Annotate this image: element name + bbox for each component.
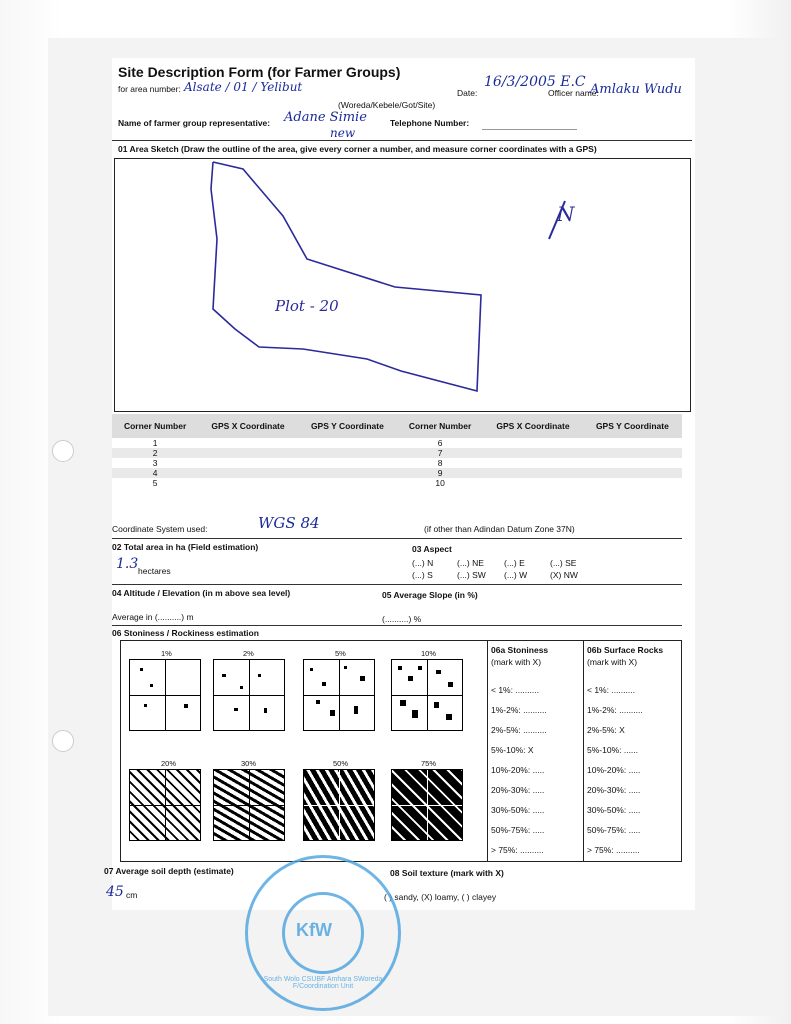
stoniness-sample-30: [213, 769, 285, 841]
stone-category-label: 5%: [335, 649, 346, 658]
corner-number: 10: [435, 478, 445, 488]
stone-category-label: 2%: [243, 649, 254, 658]
aspect-option[interactable]: (...) SE: [550, 558, 577, 568]
rep-label: Name of farmer group representative:: [118, 118, 271, 128]
table-header: GPS Y Coordinate: [583, 414, 682, 438]
sketch-label: 01 Area Sketch (Draw the outline of the area, give every corner a number, and measure corner coordinates with a GPS): [118, 144, 597, 154]
stoniness-option[interactable]: 20%-30%: .....: [491, 785, 545, 795]
aspect-option[interactable]: (...) N: [412, 558, 434, 568]
phone-line[interactable]: [482, 129, 577, 130]
gps-x-cell[interactable]: [198, 478, 298, 488]
stoniness-sample-20: [129, 769, 201, 841]
form-title: Site Description Form (for Farmer Groups): [118, 64, 401, 80]
rocks-option[interactable]: 50%-75%: .....: [587, 825, 641, 835]
gps-y-cell[interactable]: [583, 478, 682, 488]
stoniness-option[interactable]: 30%-50%: .....: [491, 805, 545, 815]
gps-x-cell[interactable]: [198, 438, 298, 448]
aspect-option[interactable]: (...) S: [412, 570, 433, 580]
table-header: GPS X Coordinate: [483, 414, 583, 438]
stoniness-column-hint: (mark with X): [491, 657, 542, 667]
stoniness-sample-5: [303, 659, 375, 731]
rocks-option[interactable]: 5%-10%: ......: [587, 745, 639, 755]
punch-hole: [52, 730, 74, 752]
stone-category-label: 30%: [241, 759, 257, 768]
rocks-option[interactable]: > 75%: ..........: [587, 845, 640, 855]
area-unit: hectares: [138, 566, 171, 576]
area-sketch-box: [114, 158, 691, 412]
gps-y-cell[interactable]: [583, 438, 682, 448]
coord-system-label: Coordinate System used:: [112, 524, 208, 534]
stone-category-label: 10%: [421, 649, 437, 658]
coord-system-hint: (if other than Adindan Datum Zone 37N): [424, 524, 575, 534]
stoniness-option[interactable]: 1%-2%: ..........: [491, 705, 547, 715]
aspect-option[interactable]: (...) NE: [457, 558, 484, 568]
date-value[interactable]: 16/3/2005 E.C: [484, 74, 586, 90]
stoniness-sample-75: [391, 769, 463, 841]
stoniness-option[interactable]: 10%-20%: .....: [491, 765, 545, 775]
gps-x-cell[interactable]: [483, 468, 583, 478]
stoniness-option[interactable]: > 75%: ..........: [491, 845, 544, 855]
gps-y-cell[interactable]: [583, 468, 682, 478]
rep-value-extra: new: [330, 126, 356, 140]
table-row: [112, 458, 682, 468]
corner-number: 2: [112, 448, 198, 458]
gps-x-cell[interactable]: [483, 458, 583, 468]
section-rule: [112, 538, 682, 539]
plot-outline-sketch: [115, 159, 690, 411]
gps-y-cell[interactable]: [298, 478, 397, 488]
site-description-form: [104, 58, 695, 910]
gps-x-cell[interactable]: [483, 438, 583, 448]
stoniness-sample-50: [303, 769, 375, 841]
table-row: [112, 468, 682, 478]
gps-x-cell[interactable]: [198, 448, 298, 458]
table-header: Corner Number: [397, 414, 483, 438]
aspect-label: 03 Aspect: [412, 544, 452, 554]
column-divider: [487, 641, 488, 861]
table-header-row: [112, 414, 682, 438]
section-rule: [112, 584, 682, 585]
aspect-option[interactable]: (...) E: [504, 558, 525, 568]
corner-number: 1: [152, 438, 158, 448]
official-stamp: [245, 855, 401, 1011]
corner-number: 5: [152, 478, 158, 488]
coord-system-value[interactable]: WGS 84: [258, 514, 320, 532]
table-row: [112, 438, 682, 448]
gps-y-cell[interactable]: [583, 458, 682, 468]
stoniness-panel: [120, 640, 682, 862]
date-label: Date:: [457, 88, 478, 98]
stamp-center-text: KfW: [296, 920, 332, 940]
stoniness-sample-2: [213, 659, 285, 731]
rocks-column-title: 06b Surface Rocks: [587, 645, 664, 655]
gps-y-cell[interactable]: [298, 448, 397, 458]
corner-number: 6: [437, 438, 443, 448]
section-rule: [112, 140, 692, 141]
table-header: Corner Number: [112, 414, 198, 438]
stoniness-column-title: 06a Stoniness: [491, 645, 549, 655]
table-row: [112, 448, 682, 458]
gps-x-cell[interactable]: [198, 458, 298, 468]
rep-value[interactable]: Adane Simie: [284, 110, 367, 125]
table-header: GPS Y Coordinate: [298, 414, 397, 438]
stone-category-label: 20%: [161, 759, 177, 768]
slope-average[interactable]: (..........) %: [382, 614, 422, 624]
area-label: 02 Total area in ha (Field estimation): [112, 542, 259, 552]
rocks-option[interactable]: < 1%: ..........: [587, 685, 635, 695]
stoniness-sample-10: [391, 659, 463, 731]
soil-depth-label: 07 Average soil depth (estimate): [104, 866, 234, 876]
rocks-option[interactable]: 2%-5%: X: [587, 725, 625, 735]
rocks-option[interactable]: 1%-2%: ..........: [587, 705, 643, 715]
stone-category-label: 75%: [421, 759, 437, 768]
rocks-option[interactable]: 20%-30%: .....: [587, 785, 641, 795]
corner-number: 8: [437, 458, 443, 468]
officer-label: Officer name:: [548, 88, 599, 98]
punch-hole: [52, 440, 74, 462]
gps-y-cell[interactable]: [298, 458, 397, 468]
stoniness-option[interactable]: 5%-10%: X: [491, 745, 534, 755]
soil-depth-value[interactable]: 45: [106, 884, 124, 900]
officer-value[interactable]: Amlaku Wudu: [590, 82, 682, 97]
section-rule: [112, 625, 682, 626]
phone-label: Telephone Number:: [390, 118, 470, 128]
gps-x-cell[interactable]: [483, 448, 583, 458]
stoniness-option[interactable]: < 1%: ..........: [491, 685, 539, 695]
altitude-average[interactable]: Average in (..........) m: [112, 612, 194, 622]
gps-coordinate-table: [112, 414, 682, 488]
gps-x-cell[interactable]: [198, 468, 298, 478]
stoniness-option[interactable]: 50%-75%: .....: [491, 825, 545, 835]
stoniness-label: 06 Stoniness / Rockiness estimation: [112, 628, 259, 638]
column-divider: [583, 641, 584, 861]
corner-number: 3: [152, 458, 158, 468]
soil-depth-unit: cm: [126, 890, 138, 900]
stamp-ring-text: South Wolo CSUBF Amhara SWoreda F/Coordination Unit: [263, 976, 383, 990]
table-row: [112, 478, 682, 488]
north-arrow-label: N: [557, 202, 575, 226]
rocks-column-hint: (mark with X): [587, 657, 638, 667]
aspect-option[interactable]: (...) SW: [457, 570, 486, 580]
corner-number: 9: [397, 468, 483, 478]
slope-label: 05 Average Slope (in %): [382, 590, 478, 600]
plot-label: Plot - 20: [275, 297, 339, 315]
gps-y-cell[interactable]: [298, 468, 397, 478]
rocks-option[interactable]: 10%-20%: .....: [587, 765, 641, 775]
location-hint: (Woreda/Kebele/Got/Site): [338, 100, 436, 110]
rocks-option[interactable]: 30%-50%: .....: [587, 805, 641, 815]
aspect-option[interactable]: (...) W: [504, 570, 528, 580]
stone-category-label: 50%: [333, 759, 349, 768]
corner-number: 7: [397, 448, 483, 458]
stoniness-option[interactable]: 2%-5%: ..........: [491, 725, 547, 735]
aspect-option[interactable]: (X) NW: [550, 570, 578, 580]
stone-category-label: 1%: [161, 649, 172, 658]
soil-texture-label: 08 Soil texture (mark with X): [390, 868, 504, 878]
gps-x-cell[interactable]: [483, 478, 583, 488]
gps-y-cell[interactable]: [298, 438, 397, 448]
stoniness-sample-1: [129, 659, 201, 731]
area-number-label: for area number:: [118, 84, 181, 94]
corner-number: 4: [112, 468, 198, 478]
gps-y-cell[interactable]: [583, 448, 682, 458]
area-number-value[interactable]: Alsate / 01 / Yelibut: [184, 80, 303, 94]
altitude-label: 04 Altitude / Elevation (in m above sea level): [112, 588, 291, 598]
table-header: GPS X Coordinate: [198, 414, 298, 438]
soil-texture-options[interactable]: ( ) sandy, (X) loamy, ( ) clayey: [384, 892, 497, 902]
area-value[interactable]: 1.3: [116, 556, 139, 572]
